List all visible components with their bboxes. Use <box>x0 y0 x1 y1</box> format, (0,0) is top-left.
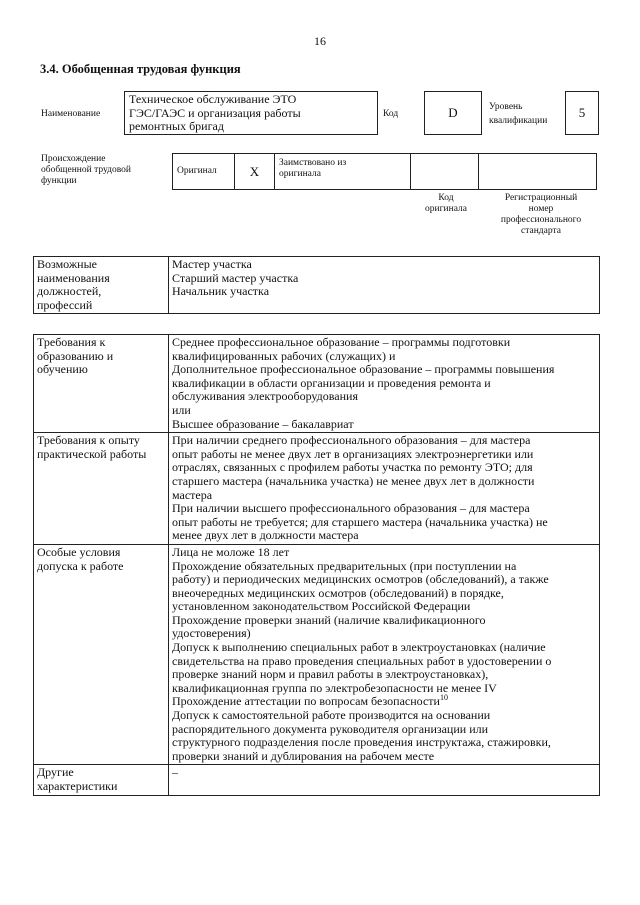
name-label: Наименование <box>41 109 101 119</box>
position-item: Начальник участка <box>172 284 270 299</box>
borrowed-label-cell <box>275 154 411 190</box>
reg-number-label <box>482 193 600 237</box>
admission-line: Прохождение обязательных предварительных (при поступлении на <box>172 558 517 573</box>
education-line: Дополнительное профессиональное образование – программы повышения <box>172 362 555 377</box>
experience-line: При наличии среднего профессионального образования – для мастера <box>172 433 531 448</box>
education-label-line: образованию и <box>37 348 114 363</box>
positions-label-line: должностей, <box>37 284 102 299</box>
admission-label <box>34 544 169 765</box>
admission-line: распорядительного документа руководителя организации или <box>172 721 489 736</box>
original-label-cell <box>173 154 235 190</box>
positions-label <box>34 257 169 314</box>
experience-line: опыт работы не менее двух лет в организациях электроэнергетики или <box>172 446 534 461</box>
experience-line: отраслях, связанных с профилем работы участка по ремонту ЭТО; для <box>172 460 533 475</box>
section-title: 3.4. Обобщенная трудовая функция <box>40 62 241 76</box>
other-label <box>34 765 169 795</box>
other-label-line: Другие <box>37 765 74 780</box>
origin-label-line: функции <box>41 176 77 186</box>
experience-line: При наличии высшего профессионального образования – для мастера <box>172 501 530 516</box>
experience-line: мастера <box>172 487 213 502</box>
education-label <box>34 335 169 433</box>
function-name-box <box>124 91 378 135</box>
level-value-box <box>565 91 599 135</box>
admission-line: проверке знаний норм и правил работы в электроустановках), <box>172 667 489 682</box>
experience-label-line: Требования к опыту <box>37 433 140 448</box>
page-number: 16 <box>314 34 326 48</box>
experience-label <box>34 433 169 545</box>
experience-line: старшего мастера (начальника участка) не менее двух лет в должности <box>172 473 535 488</box>
code-original-line: оригинала <box>425 204 467 214</box>
origin-label <box>41 154 131 187</box>
function-name-line: ремонтных бригад <box>129 119 224 133</box>
education-value <box>169 335 600 433</box>
admission-value <box>169 544 600 765</box>
original-label: Оригинал <box>177 166 217 176</box>
reg-number-line: номер <box>528 204 554 214</box>
position-item: Мастер участка <box>172 257 252 271</box>
positions-label-line: Возможные <box>37 257 97 271</box>
original-mark: X <box>249 163 260 179</box>
code-value-box <box>424 91 482 135</box>
origin-table <box>172 153 597 190</box>
experience-line: опыт работы не требуется; для старшего мастера (начальника участка) не <box>172 514 548 529</box>
original-mark-cell <box>235 154 275 190</box>
position-item: Старший мастер участка <box>172 270 299 285</box>
admission-line-text: Прохождение аттестации по вопросам безопасности <box>172 694 440 709</box>
admission-line: установленном законодательством Российской Федерации <box>172 599 471 614</box>
admission-label-line: Особые условия <box>37 544 121 559</box>
borrowed-label-line: Заимствовано из <box>279 158 347 168</box>
footnote-mark: 10 <box>439 693 448 703</box>
positions-label-line: профессий <box>37 297 93 312</box>
other-value <box>169 765 600 795</box>
admission-line <box>172 695 596 709</box>
level-label-line: квалификации <box>489 116 548 126</box>
education-line: обслуживания электрооборудования <box>172 389 358 404</box>
education-line: или <box>172 402 191 417</box>
other-row <box>34 765 600 795</box>
education-line: квалификации в области организации и проведения ремонта и <box>172 375 491 390</box>
level-label <box>489 102 547 127</box>
experience-value <box>169 433 600 545</box>
origin-label-line: Происхождение <box>41 154 106 164</box>
admission-line: структурного подразделения после проведения инструктажа, стажировки, <box>172 735 551 750</box>
admission-line: проверки знаний и дублирования на рабочем месте <box>172 748 435 763</box>
admission-label-line: допуска к работе <box>37 558 124 573</box>
reg-number-line: Регистрационный <box>504 193 578 203</box>
positions-label-line: наименования <box>37 270 110 285</box>
education-label-line: обучению <box>37 362 88 377</box>
education-row <box>34 335 600 433</box>
admission-line: удостоверения) <box>172 626 251 641</box>
code-original-label <box>412 193 480 215</box>
education-line: квалифицированных рабочих (служащих) и <box>172 348 396 363</box>
experience-row <box>34 433 600 545</box>
reg-number-cell <box>479 154 597 190</box>
origin-label-line: обобщенной трудовой <box>41 165 131 175</box>
admission-line: работу) и периодических медицинских осмотров (обследований), а также <box>172 572 549 587</box>
code-original-cell <box>411 154 479 190</box>
borrowed-label-line: оригинала <box>279 169 321 179</box>
level-value: 5 <box>578 105 586 120</box>
education-line: Высшее образование – бакалавриат <box>172 416 354 431</box>
code-original-line: Код <box>438 193 454 203</box>
positions-value <box>169 257 600 314</box>
admission-line: Допуск к самостоятельной работе производится на основании <box>172 708 491 723</box>
requirements-table <box>33 334 600 796</box>
education-line: Среднее профессиональное образование – программы подготовки <box>172 335 511 349</box>
function-name-line: ГЭС/ГАЭС и организация работы <box>129 105 301 120</box>
admission-line: Лица не моложе 18 лет <box>172 544 290 559</box>
code-value: D <box>448 105 458 120</box>
education-label-line: Требования к <box>37 335 106 349</box>
admission-line: квалификационная группа по электробезопасности не менее IV <box>172 680 497 695</box>
admission-line: внеочередных медицинских осмотров (обследований) в порядке, <box>172 585 504 600</box>
level-label-line: Уровень <box>489 102 523 112</box>
admission-row <box>34 544 600 765</box>
admission-line: Допуск к выполнению специальных работ в электроустановках (наличие <box>172 640 546 655</box>
other-line: – <box>172 765 178 780</box>
experience-line: менее двух лет в должности мастера <box>172 528 359 543</box>
function-name-line: Техническое обслуживание ЭТО <box>129 92 297 106</box>
admission-line: свидетельства на право проведения специальных работ в удостоверении о <box>172 653 552 668</box>
code-label: Код <box>383 109 399 119</box>
positions-table <box>33 256 600 314</box>
reg-number-line: стандарта <box>521 226 561 236</box>
experience-label-line: практической работы <box>37 446 147 461</box>
admission-line: Прохождение проверки знаний (наличие квалификационного <box>172 612 486 627</box>
reg-number-line: профессионального <box>500 215 582 225</box>
other-label-line: характеристики <box>37 779 118 793</box>
